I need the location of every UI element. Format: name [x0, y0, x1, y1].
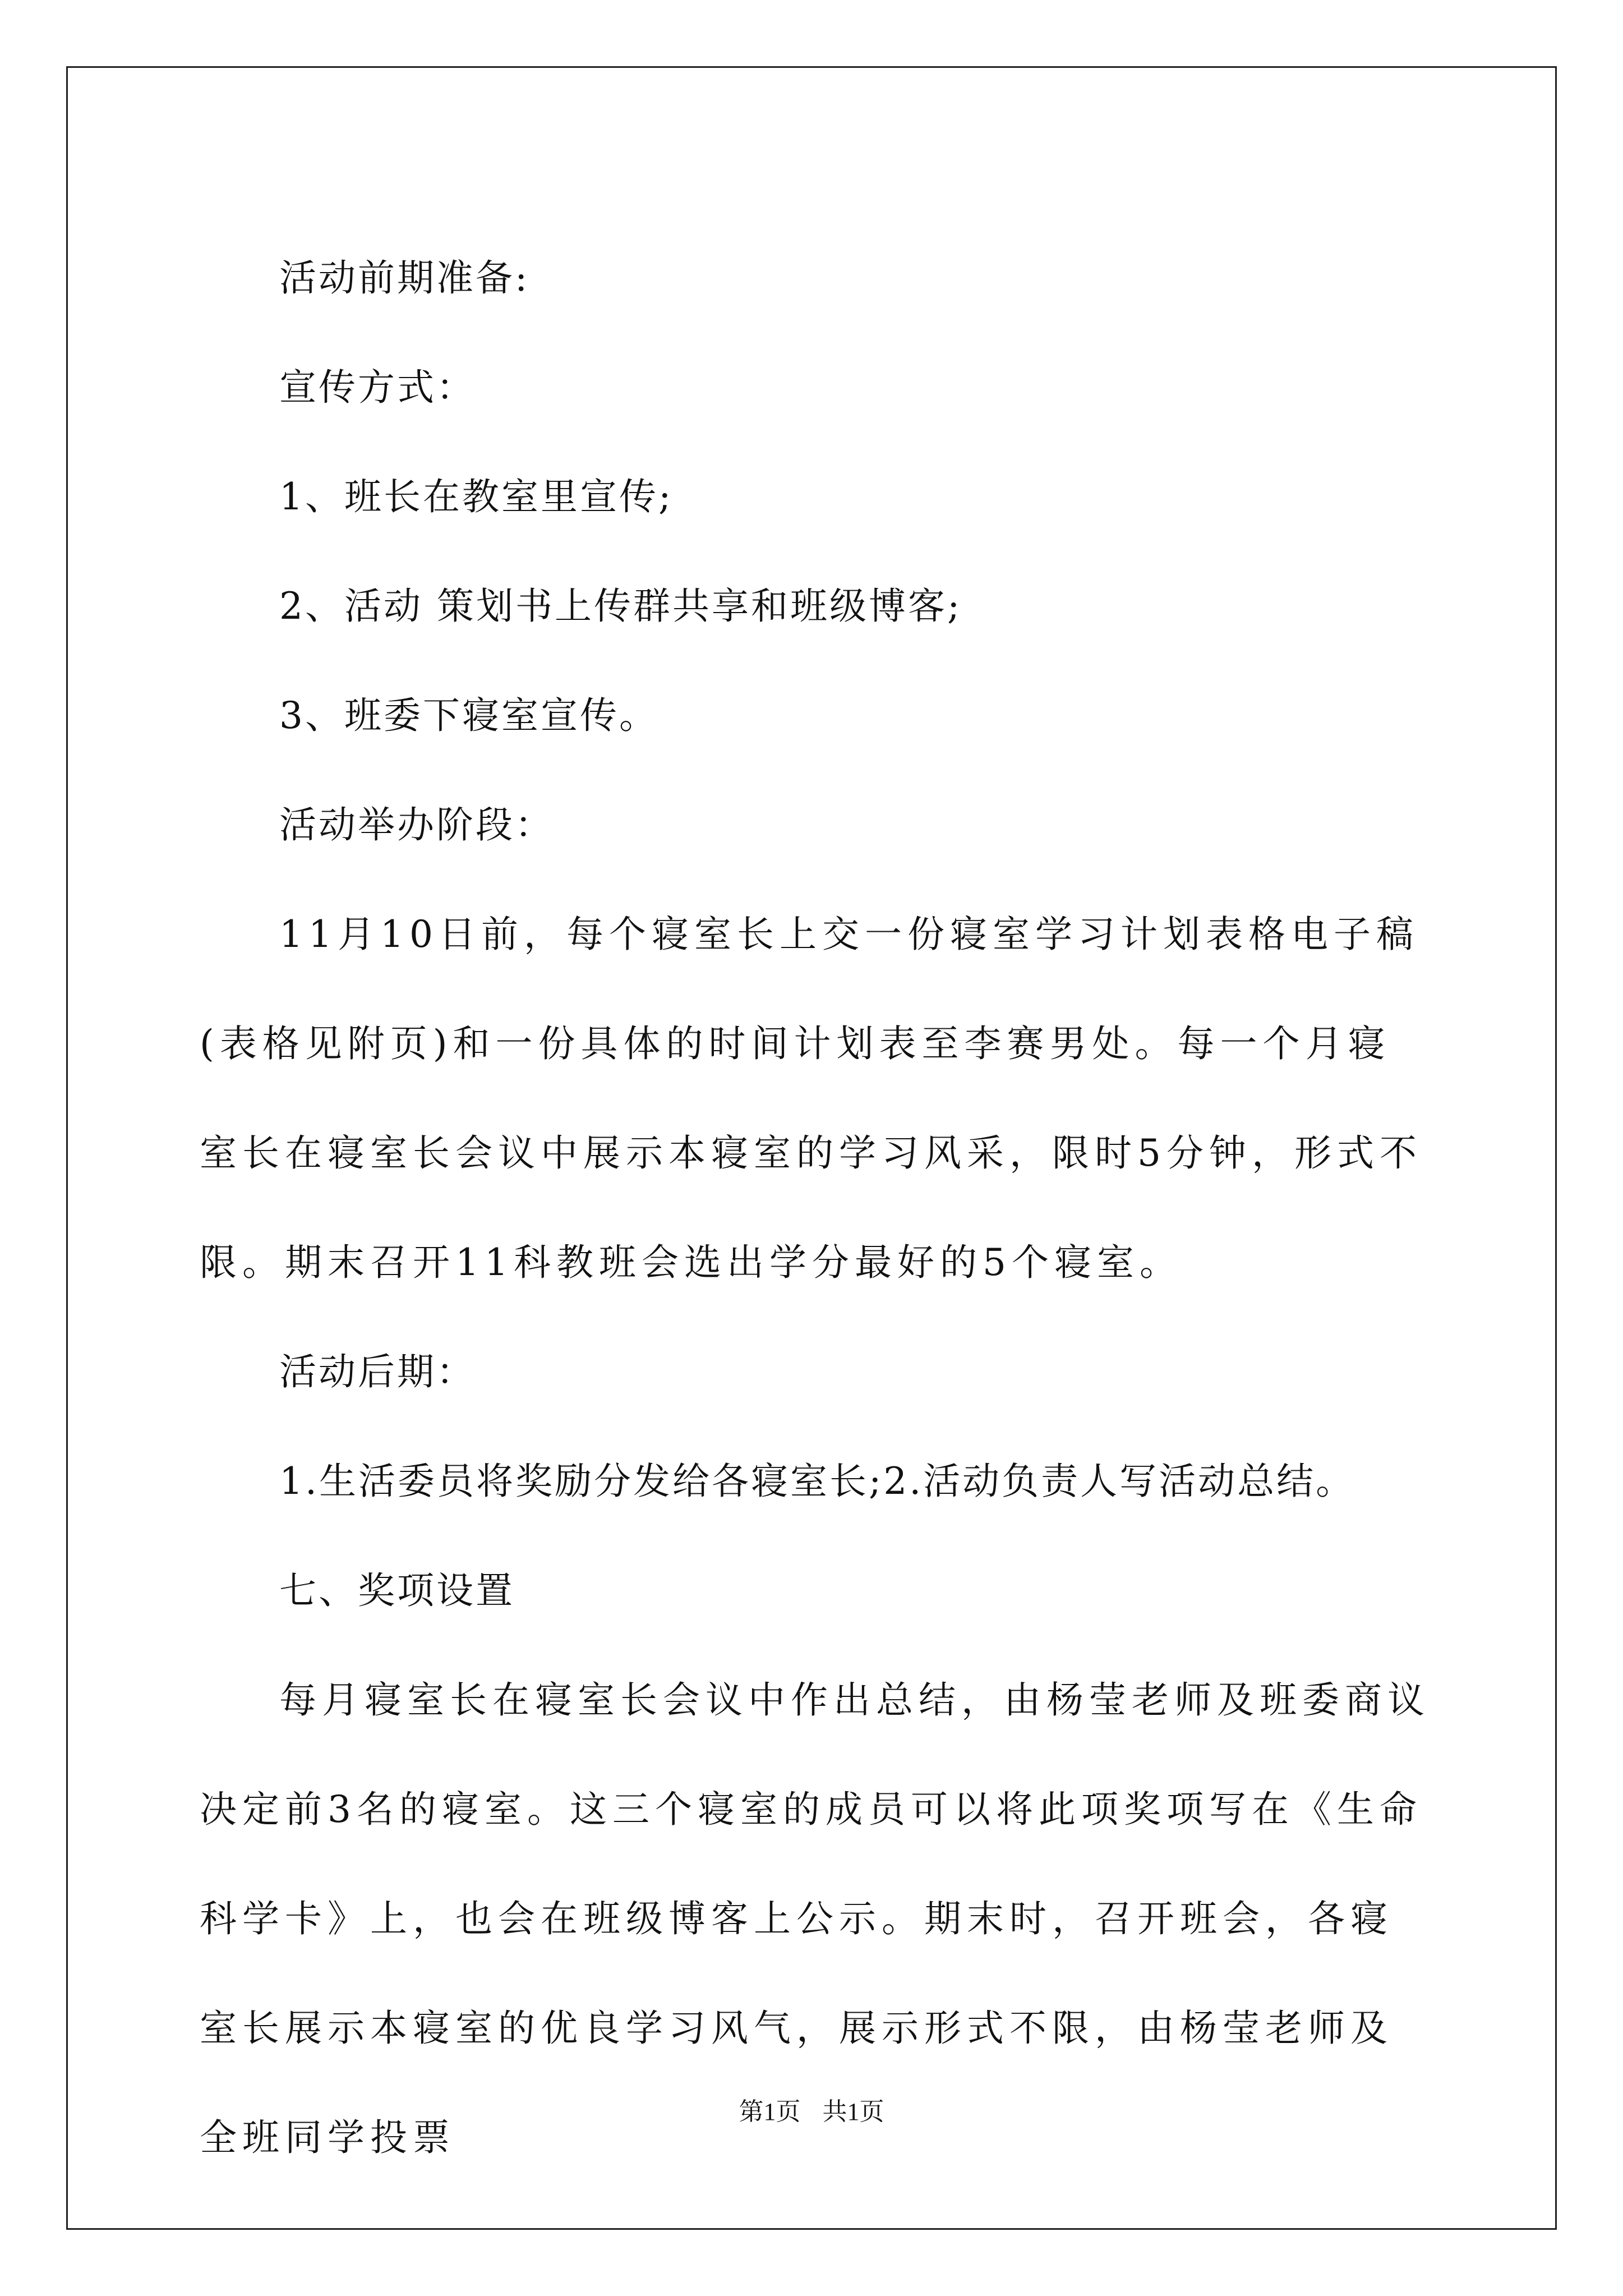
- paragraph-publicity-item-2: 2、活动 策划书上传群共享和班级博客;: [279, 585, 962, 628]
- paragraph-later-body: 1.生活委员将奖励分发给各寝室长;2.活动负责人写活动总结。: [279, 1460, 1355, 1503]
- paragraph-publicity-item-3: 3、班委下寝室宣传。: [279, 694, 658, 737]
- paragraph-publicity-heading: 宣传方式：: [279, 366, 476, 409]
- paragraph-publicity-item-1: 1、班长在教室里宣传;: [279, 475, 674, 518]
- paragraph-stage-heading: 活动举办阶段：: [279, 803, 554, 846]
- page-number: 第1页: [739, 2098, 801, 2125]
- paragraph-awards-heading: 七、奖项设置: [279, 1569, 515, 1612]
- page-footer: [0, 2091, 1623, 2127]
- paragraph-later-heading: 活动后期：: [279, 1350, 476, 1393]
- paragraph-stage-body: 11月10日前，每个寝室长上交一份寝室学习计划表格电子稿(表格见附页)和一份具体的时间计划表至李赛男处。每一个月寝室长在寝室长会议中展示本寝室的学习风采，限时5分钟，形式不限。期末召开11科教班会选出学分最好的5个寝室。: [200, 913, 1422, 1284]
- document-body: [200, 223, 1431, 2192]
- page-total: 共1页: [822, 2098, 884, 2125]
- paragraph-prep-heading: 活动前期准备:: [279, 256, 530, 300]
- paragraph-awards-body: 每月寝室长在寝室长会议中作出总结，由杨莹老师及班委商议决定前3名的寝室。这三个寝室的成员可以将此项奖项写在《生命科学卡》上，也会在班级博客上公示。期末时，召开班会，各寝室长展示本寝室的优良学习风气，展示形式不限，由杨莹老师及全班同学投票: [200, 1678, 1430, 2159]
